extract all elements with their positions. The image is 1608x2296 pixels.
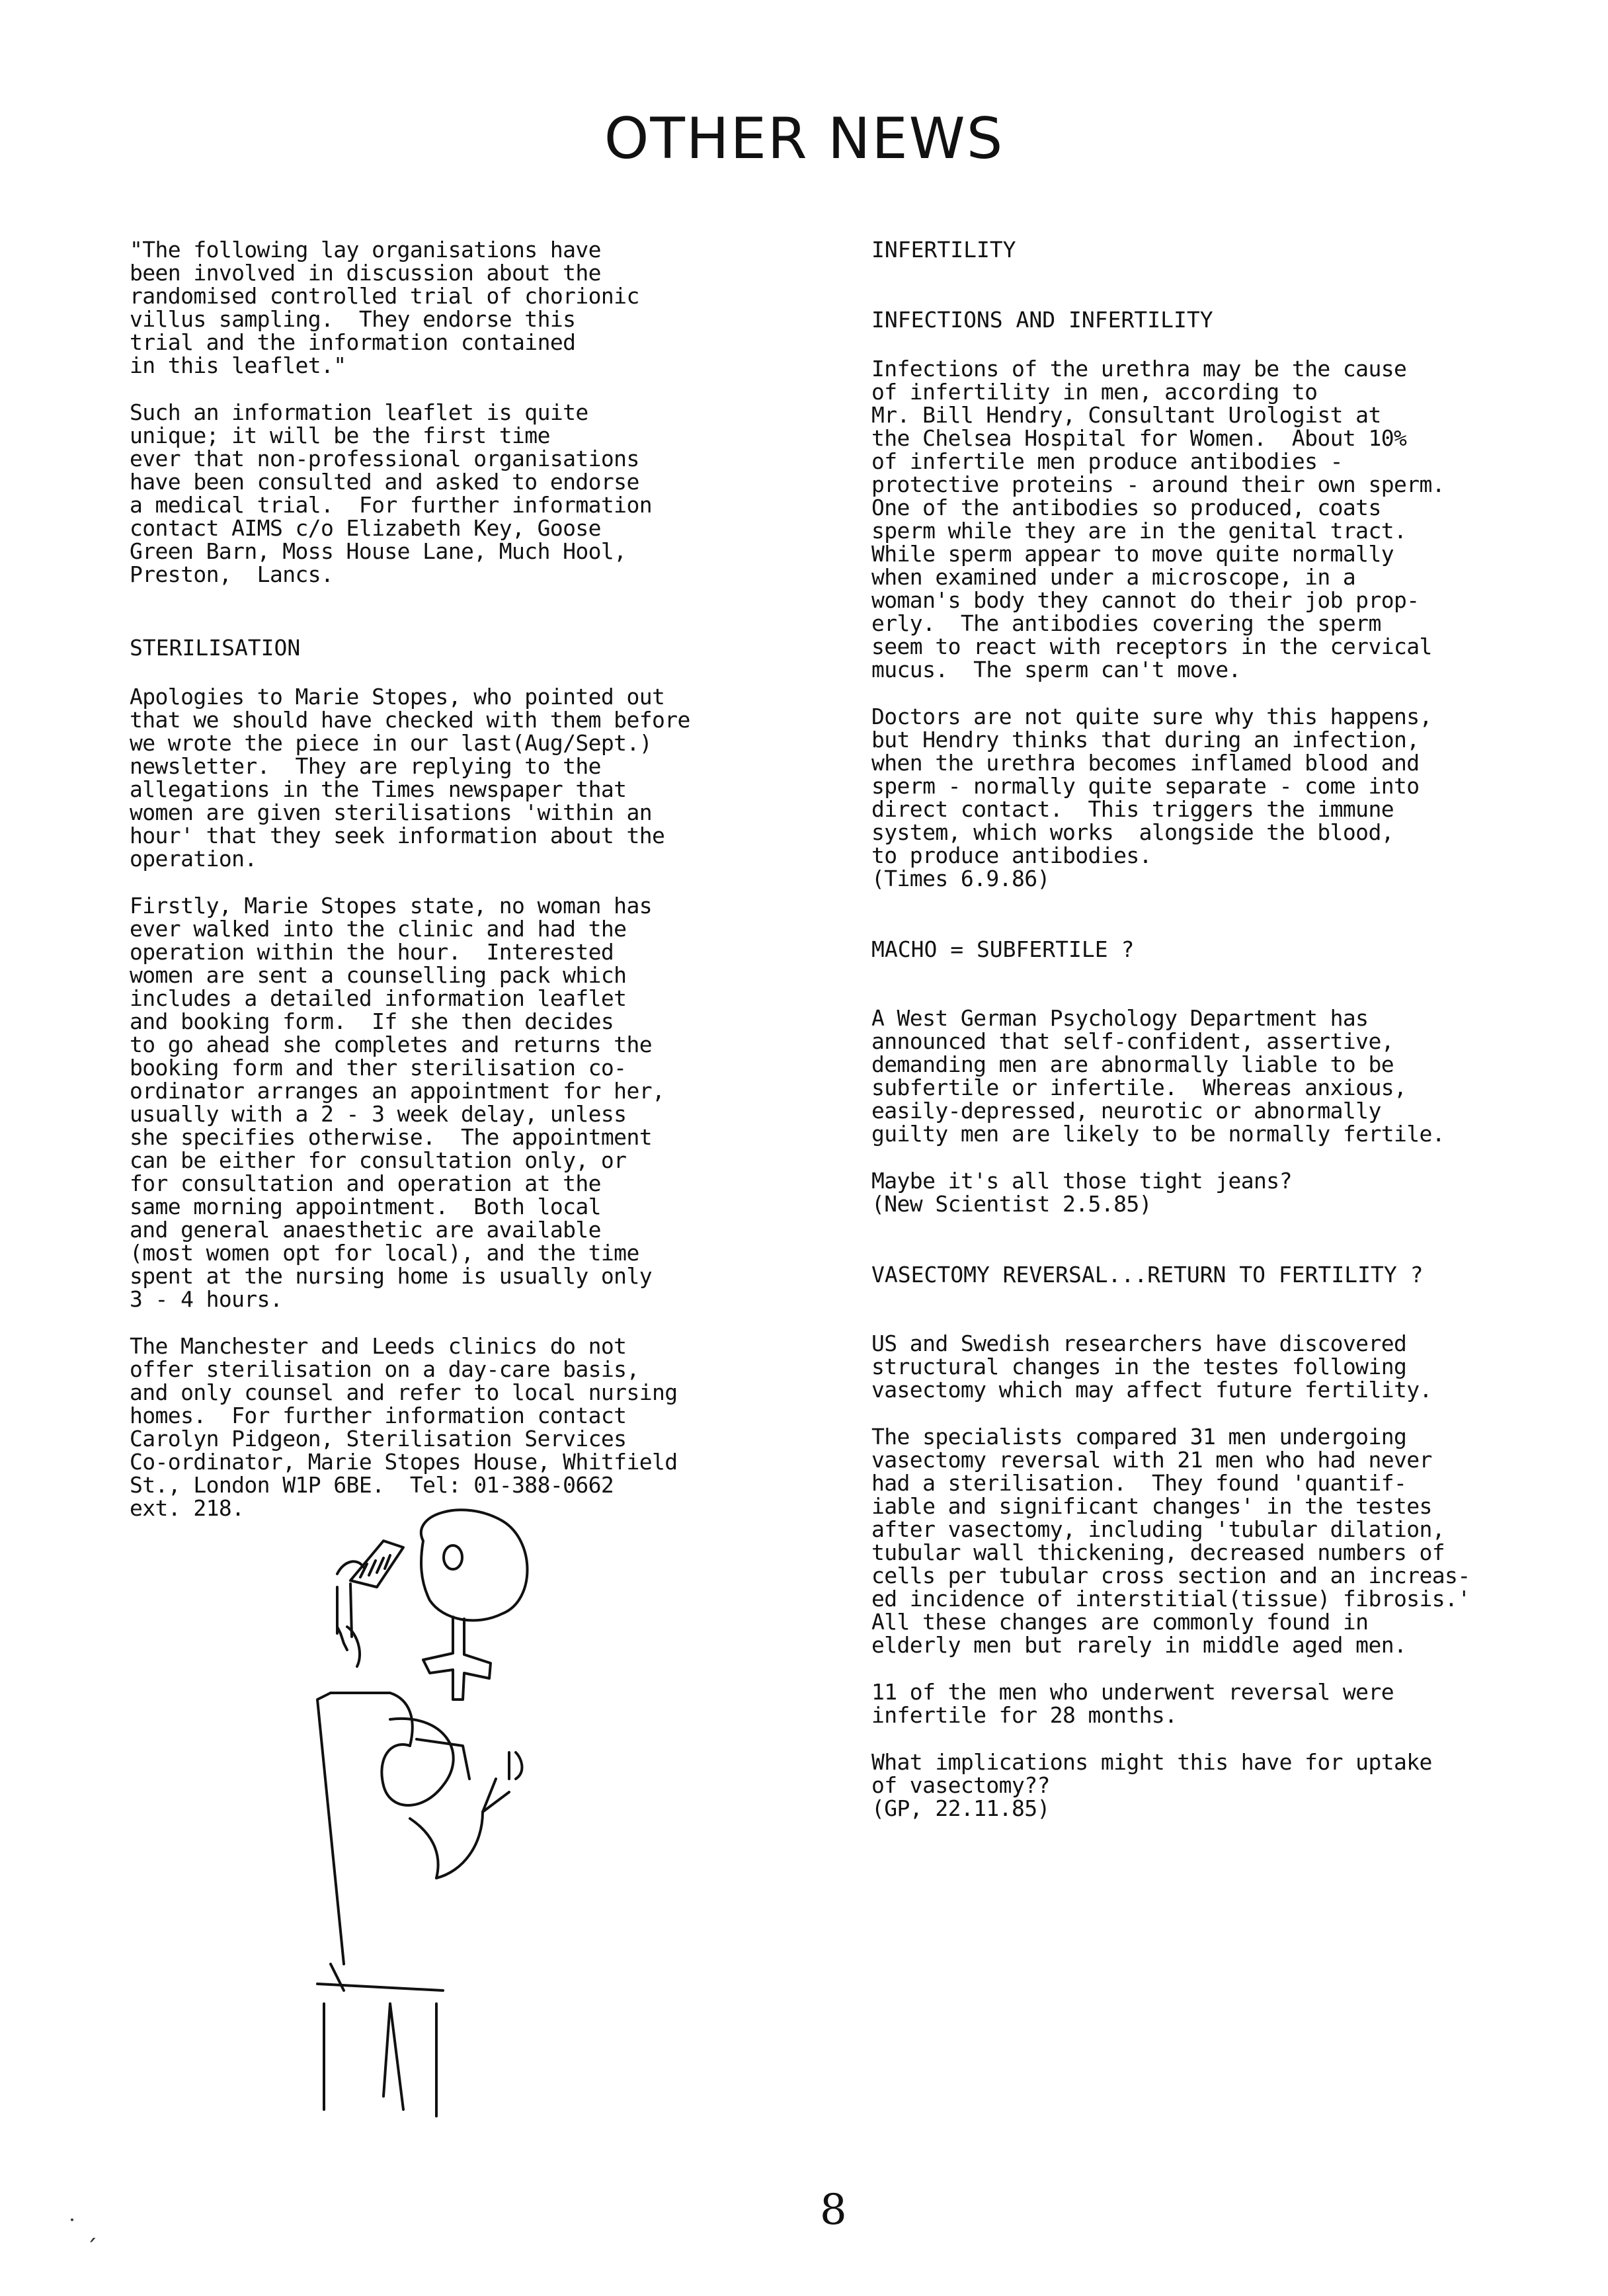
- tight-jeans-paragraph: Maybe it's all those tight jeans? (New Scientist 2.5.85): [871, 1168, 1292, 1217]
- macho-heading: MACHO = SUBFERTILE ?: [871, 936, 1135, 962]
- infections-heading: INFECTIONS AND INFERTILITY: [871, 307, 1213, 333]
- implications-paragraph: What implications might this have for uptake of vasectomy?? (GP, 22.11.85): [871, 1749, 1432, 1821]
- marie-stopes-process-paragraph: Firstly, Marie Stopes state, no woman has ever walked into the clinic and had the operation within the hour. Interested women are sent a counselling pack which includes a detailed information leaflet and booking form. If she then decides to go ahead she completes and returns the booking form and ther sterilisation co- ordinator arranges an appointment for her, usually with a 2 - 3 week delay, unless she specifies otherwise. The appointment can be either for consultation only, or for consultation and operation at the same morning appointment. Both local and general anaesthetic are available (most women opt for local), and the time spent at the nursing home is usually only 3 - 4 hours.: [130, 893, 665, 1312]
- us-swedish-paragraph: US and Swedish researchers have discovered structural changes in the testes following vasectomy which may affect future fertility.: [871, 1331, 1432, 1403]
- cvs-quote-paragraph: "The following lay organisations have been involved in discussion about the randomised controlled trial of chorionic villus sampling. They endorse this trial and the information contained in this leaflet.": [130, 237, 639, 378]
- left-column: [130, 238, 758, 1543]
- aims-leaflet-paragraph: Such an information leaflet is quite unique; it will be the first time ever that non-professional organisations have been consulted and asked to endorse a medical trial. For further information contact AIMS c/o Elizabeth Key, Goose Green Barn, Moss House Lane, Much Hool, Preston, Lancs.: [130, 399, 652, 587]
- print-speck: ˙ ˏ: [66, 2215, 98, 2242]
- vasectomy-heading: VASECTOMY REVERSAL...RETURN TO FERTILITY ?: [871, 1262, 1424, 1288]
- woman-symbol-illustration: [311, 1501, 602, 2143]
- hendry-paragraph: Doctors are not quite sure why this happens, but Hendry thinks that during an infection, when the urethra becomes inflamed blood and sperm - normally quite separate - come into direct contact. This triggers the immune system, which works alongside the blood, to produce antibodies. (Times 6.9.86): [871, 704, 1432, 891]
- page-number: 8: [820, 2186, 847, 2234]
- west-german-paragraph: A West German Psychology Department has announced that self-confident, assertive, demanding men are abnormally liable to be subfertile or infertile. Whereas anxious, easily-depressed, neurotic or abnormally guilty men are likely to be normally fertile.: [871, 1005, 1445, 1147]
- reversal-paragraph: 11 of the men who underwent reversal were infertile for 28 months.: [871, 1679, 1394, 1728]
- specialists-paragraph: The specialists compared 31 men undergoing vasectomy reversal with 21 men who had never had a sterilisation. They found 'quantif- iable and significant changes' in the testes after vasectomy, including 'tubular dilation, tubular wall thickening, decreased numbers of cells per tubular cross section and an increas- ed incidence of interstitial(tissue) fibrosis.' All these changes are commonly found in elderly men but rarely in middle aged men.: [871, 1424, 1470, 1658]
- sterilisation-heading: STERILISATION: [130, 635, 301, 661]
- manchester-leeds-paragraph: The Manchester and Leeds clinics do not offer sterilisation on a day-care basis, and only counsel and refer to local nursing homes. For further information contact Carolyn Pidgeon, Sterilisation Services Co-ordinator, Marie Stopes House, Whitfield St., London W1P 6BE. Tel: 01-388-0662 ext. 218.: [130, 1333, 678, 1521]
- urethra-infection-paragraph: Infections of the urethra may be the cause of infertility in men, according to Mr. Bill Hendry, Consultant Urologist at the Chelsea Hospital for Women. About 10% of infertile men produce antibodies - protective proteins - around their own sperm. One of the antibodies so produced, coats sperm while they are in the genital tract. While sperm appear to move quite normally when examined under a microscope, in a woman's body they cannot do their job prop- erly. The antibodies covering the sperm seem to react with receptors in the cervical mucus. The sperm can't move.: [871, 356, 1445, 682]
- right-column: [871, 238, 1533, 1844]
- infertility-heading: INFERTILITY: [871, 237, 1016, 263]
- marie-stopes-apology-paragraph: Apologies to Marie Stopes, who pointed out that we should have checked with them before we wrote the piece in our last(Aug/Sept.) newsletter. They are replying to the allegations in the Times newspaper that women are given sterilisations 'within an hour' that they seek information about the operation.: [130, 684, 690, 872]
- page-title: OTHER NEWS: [604, 106, 1004, 172]
